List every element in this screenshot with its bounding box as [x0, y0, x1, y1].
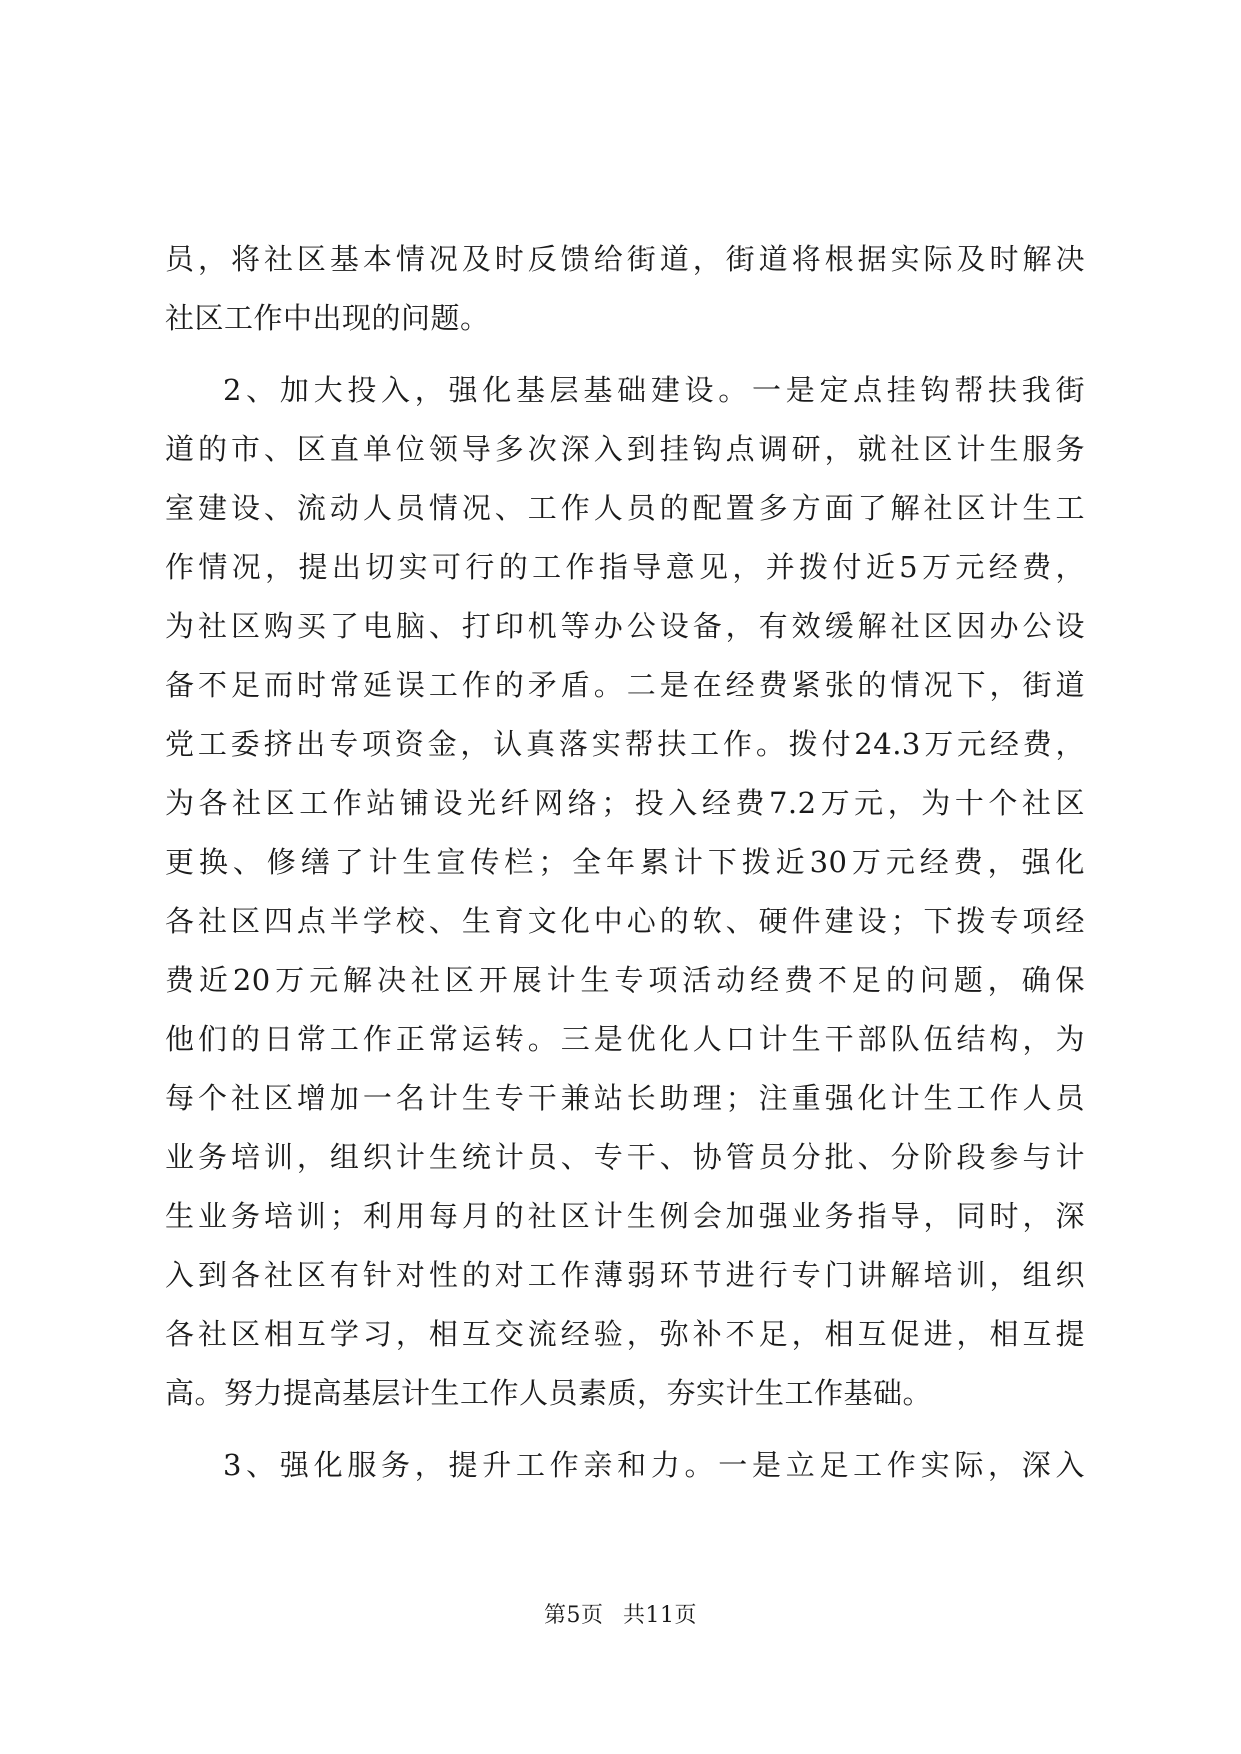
paragraph-2-line-7: 党工委挤出专项资金，认真落实帮扶工作。拨付24.3万元经费， [165, 727, 1085, 761]
paragraph-2-line-11: 费近20万元解决社区开展计生专项活动经费不足的问题，确保 [165, 963, 1085, 997]
paragraph-2-line-9: 更换、修缮了计生宣传栏；全年累计下拨近30万元经费，强化 [165, 845, 1085, 879]
page-footer [0, 1598, 1241, 1629]
paragraph-2-line-12: 他们的日常工作正常运转。三是优化人口计生干部队伍结构，为 [165, 1022, 1085, 1056]
paragraph-2-line-5: 为社区购买了电脑、打印机等办公设备，有效缓解社区因办公设 [165, 609, 1085, 643]
document-body [165, 230, 1085, 1495]
paragraph-2-line-15: 生业务培训；利用每月的社区计生例会加强业务指导，同时，深 [165, 1199, 1085, 1233]
paragraph-2-line-1: 2、加大投入，强化基层基础建设。一是定点挂钩帮扶我街 [223, 373, 1085, 407]
paragraph-1-line-1: 员，将社区基本情况及时反馈给街道，街道将根据实际及时解决 [165, 242, 1085, 276]
paragraph-2-line-18: 高。努力提高基层计生工作人员素质，夯实计生工作基础。 [165, 1376, 933, 1410]
paragraph-2-line-4: 作情况，提出切实可行的工作指导意见，并拨付近5万元经费， [165, 550, 1085, 584]
paragraph-3-line-1: 3、强化服务，提升工作亲和力。一是立足工作实际，深入 [223, 1448, 1085, 1482]
paragraph-2-line-13: 每个社区增加一名计生专干兼站长助理；注重强化计生工作人员 [165, 1081, 1085, 1115]
paragraph-2-line-16: 入到各社区有针对性的对工作薄弱环节进行专门讲解培训，组织 [165, 1258, 1085, 1292]
paragraph-2-line-6: 备不足而时常延误工作的矛盾。二是在经费紧张的情况下，街道 [165, 668, 1085, 702]
page-total: 共11页 [623, 1603, 697, 1628]
paragraph-2-line-10: 各社区四点半学校、生育文化中心的软、硬件建设；下拨专项经 [165, 904, 1085, 938]
paragraph-2-line-14: 业务培训，组织计生统计员、专干、协管员分批、分阶段参与计 [165, 1140, 1085, 1174]
paragraph-2-line-8: 为各社区工作站铺设光纤网络；投入经费7.2万元，为十个社区 [165, 786, 1085, 820]
paragraph-1-line-2: 社区工作中出现的问题。 [165, 301, 490, 335]
paragraph-2-line-2: 道的市、区直单位领导多次深入到挂钩点调研，就社区计生服务 [165, 432, 1085, 466]
paragraph-2-line-3: 室建设、流动人员情况、工作人员的配置多方面了解社区计生工 [165, 491, 1085, 525]
paragraph-2-line-17: 各社区相互学习，相互交流经验，弥补不足，相互促进，相互提 [165, 1317, 1085, 1351]
page-number: 第5页 [544, 1603, 604, 1628]
